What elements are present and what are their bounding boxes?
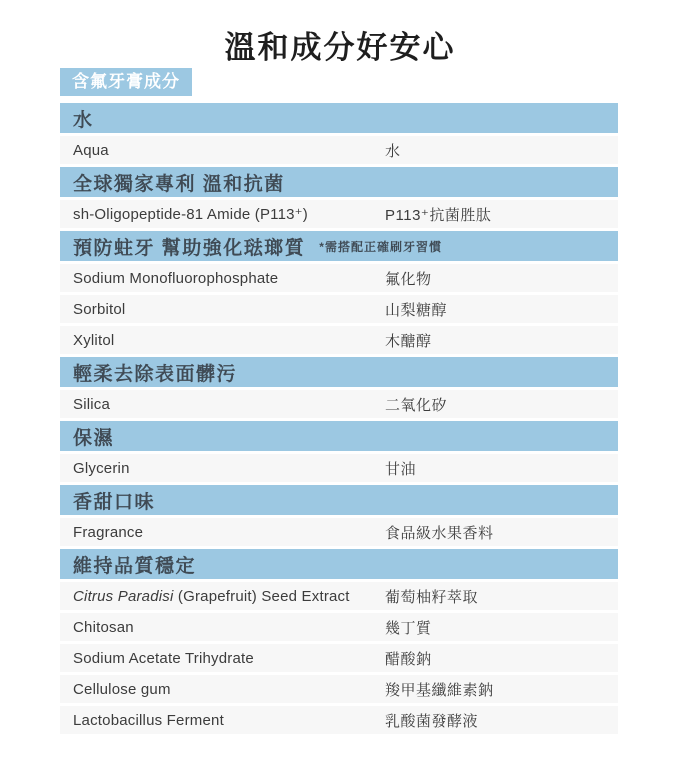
ingredient-chinese-name: 山梨糖醇 — [385, 301, 448, 319]
ingredient-row — [60, 454, 618, 482]
ingredient-english-name — [73, 619, 385, 636]
ingredient-chinese-name: 幾丁質 — [385, 619, 432, 637]
section-header-bar — [60, 231, 618, 261]
ingredient-english-name-text: Silica — [73, 395, 111, 413]
ingredient-row — [60, 613, 618, 641]
ingredient-row — [60, 326, 618, 354]
ingredient-english-name — [73, 524, 385, 541]
ingredient-english-name — [73, 301, 385, 318]
ingredient-english-name — [73, 205, 385, 223]
section-header-bar — [60, 357, 618, 387]
ingredient-row — [60, 390, 618, 418]
ingredient-english-name — [73, 588, 385, 605]
ingredient-row — [60, 518, 618, 546]
section-header-label: 全球獨家專利 溫和抗菌 — [73, 173, 285, 195]
ingredient-row — [60, 295, 618, 323]
ingredient-table — [60, 68, 618, 734]
ingredient-chinese-name: 氟化物 — [385, 270, 432, 288]
section-header-label: 維持品質穩定 — [73, 555, 197, 577]
ingredient-english-name — [73, 332, 385, 349]
ingredient-english-name-text: Chitosan — [73, 618, 134, 636]
ingredient-chinese-name: 醋酸鈉 — [385, 650, 432, 668]
ingredient-chinese-name: 甘油 — [385, 460, 417, 478]
ingredient-english-name-text: Xylitol — [73, 331, 115, 349]
ingredient-english-name — [73, 396, 385, 413]
ingredient-chinese-name: 羧甲基纖維素鈉 — [385, 681, 494, 699]
ingredient-english-name — [73, 270, 385, 287]
ingredient-english-name — [73, 712, 385, 729]
ingredient-english-name-text: Sodium Monofluorophosphate — [73, 269, 279, 287]
page-title: 溫和成分好安心 — [224, 30, 456, 65]
ingredient-english-name-text: (Grapefruit) Seed Extract — [173, 587, 350, 605]
ingredient-english-name — [73, 681, 385, 698]
ingredient-english-name — [73, 460, 385, 477]
ingredient-english-name-text: Aqua — [73, 141, 109, 159]
ingredient-chinese-name: 葡萄柚籽萃取 — [385, 588, 479, 606]
ingredient-english-name-text: Cellulose gum — [73, 680, 171, 698]
section-header-bar — [60, 549, 618, 579]
ingredient-chinese-name: 水 — [385, 142, 401, 160]
ingredient-english-name-text: Lactobacillus Ferment — [73, 711, 224, 729]
ingredient-row — [60, 200, 618, 228]
section-header-label: 保濕 — [73, 427, 115, 449]
section-header-label: 預防蛀牙 幫助強化琺瑯質 — [73, 237, 306, 259]
section-header-bar — [60, 421, 618, 451]
section-header-label: 水 — [73, 109, 94, 131]
ingredient-sections — [60, 103, 618, 734]
ingredient-row — [60, 264, 618, 292]
ingredient-row — [60, 706, 618, 734]
ingredient-english-name-text: Glycerin — [73, 459, 130, 477]
ingredient-english-name-text: Sorbitol — [73, 300, 126, 318]
section-header-bar — [60, 167, 618, 197]
ingredient-chinese-name: 二氧化矽 — [385, 396, 448, 414]
ingredient-row — [60, 644, 618, 672]
section-note: *需搭配正確刷牙習慣 — [319, 239, 442, 254]
ingredient-english-name-text: Fragrance — [73, 523, 144, 541]
ingredient-english-name-text: sh-Oligopeptide-81 Amide (P113⁺) — [73, 206, 308, 223]
ingredient-tag: 含氟牙膏成分 — [60, 68, 192, 96]
ingredient-row — [60, 582, 618, 610]
ingredient-row — [60, 675, 618, 703]
ingredient-english-name — [73, 142, 385, 159]
section-header-bar — [60, 103, 618, 133]
ingredient-chinese-name: 木醣醇 — [385, 332, 432, 350]
ingredient-chinese-name: 食品級水果香料 — [385, 524, 494, 542]
section-header-label: 輕柔去除表面髒污 — [73, 363, 238, 385]
ingredient-chinese-name: P113⁺抗菌胜肽 — [385, 206, 492, 224]
section-header-bar — [60, 485, 618, 515]
ingredient-chinese-name: 乳酸菌發酵液 — [385, 712, 479, 730]
ingredient-english-name-italic-part: Citrus Paradisi — [73, 587, 174, 605]
section-header-label: 香甜口味 — [73, 491, 156, 513]
ingredient-english-name-text: Sodium Acetate Trihydrate — [73, 649, 254, 667]
ingredient-english-name — [73, 650, 385, 667]
ingredient-row — [60, 136, 618, 164]
